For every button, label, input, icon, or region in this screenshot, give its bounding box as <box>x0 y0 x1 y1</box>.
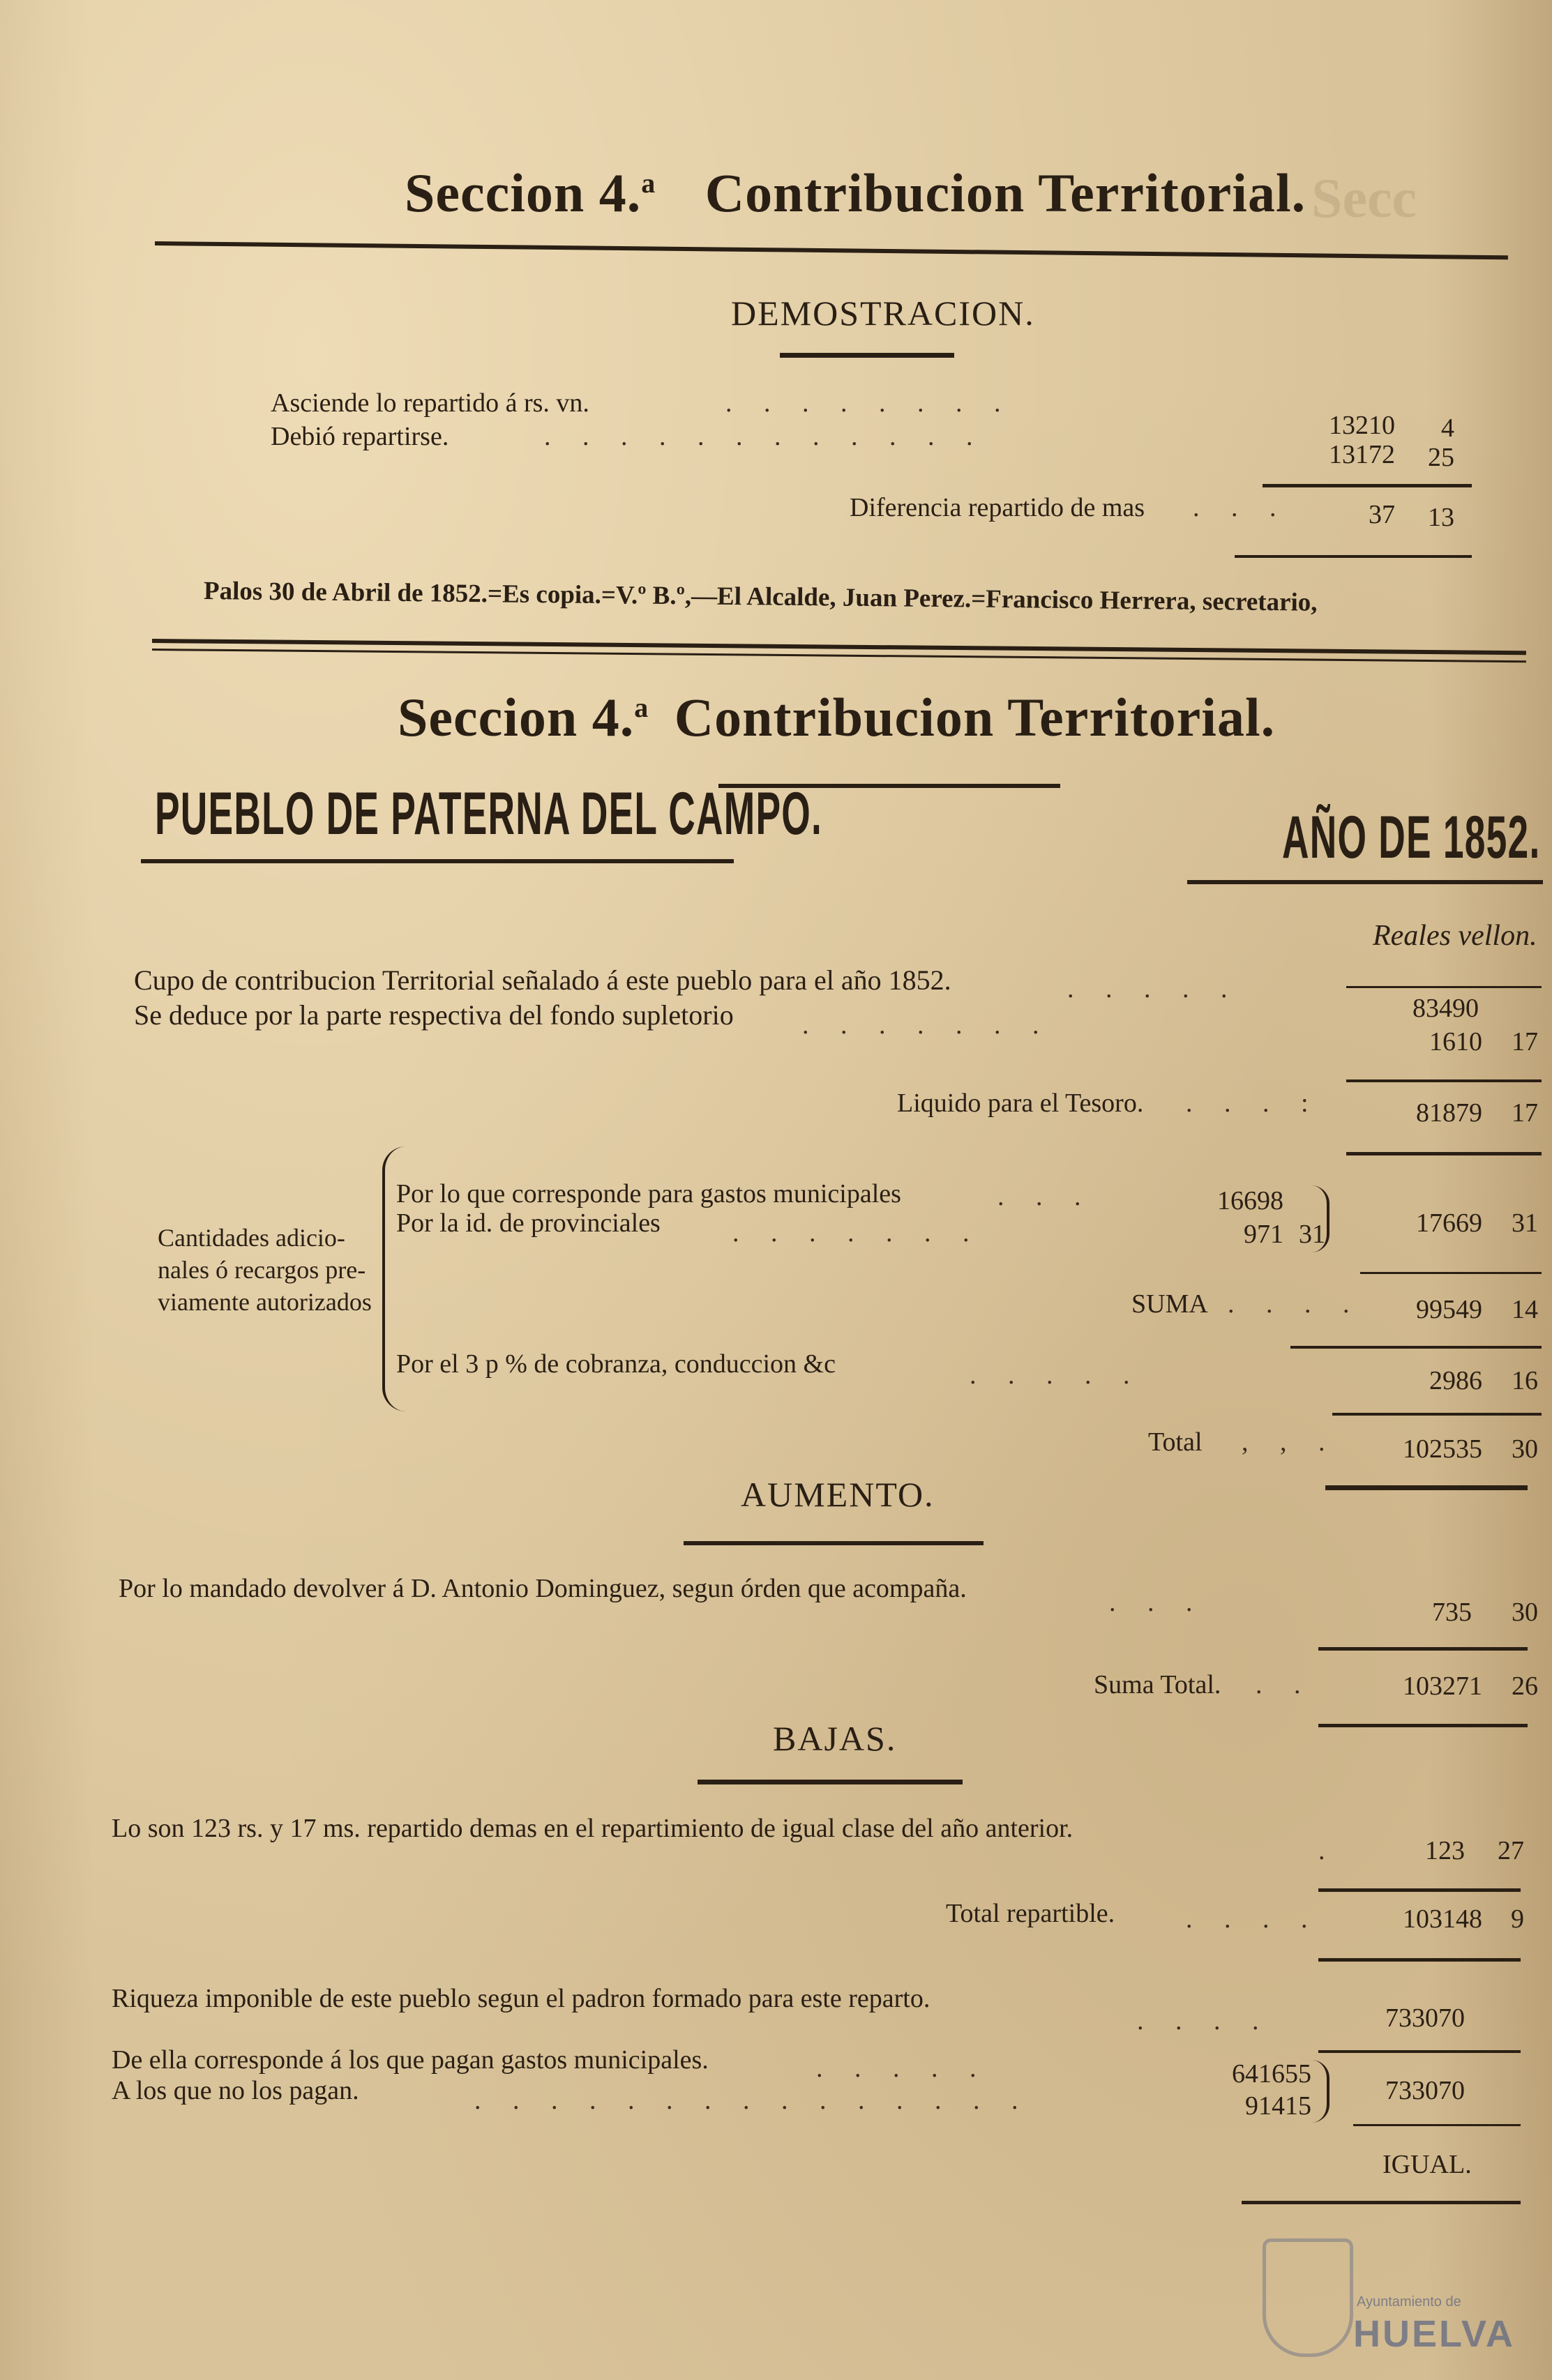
suma-total-ms: 26 <box>1512 1672 1538 1701</box>
pagan-brace <box>1311 2060 1329 2123</box>
pagan-rule <box>1353 2124 1521 2126</box>
municipales-rs: 16698 <box>1217 1186 1283 1215</box>
section1-title <box>405 162 1306 225</box>
igual-underline <box>1242 2201 1521 2204</box>
bajas-underline <box>698 1780 963 1784</box>
debio-ms: 25 <box>1428 443 1454 472</box>
repartible-ms: 9 <box>1511 1904 1524 1934</box>
currency-rule <box>1346 986 1542 988</box>
suma-underline <box>1290 1346 1542 1349</box>
no-pagan-rs: 91415 <box>1245 2091 1311 2121</box>
demostracion-underline <box>780 353 954 358</box>
section1-title-number: Seccion 4. <box>405 162 642 223</box>
dot-leader: . . . . . . . . . . . . <box>544 422 986 451</box>
cupo-label: Cupo de contribucion Territorial señalado á este pueblo para el año 1852. <box>134 964 951 996</box>
liquido-underline <box>1346 1152 1542 1155</box>
suma-total-rs: 103271 <box>1403 1672 1482 1701</box>
dot-leader: . . . . <box>1186 1904 1320 1934</box>
total-rs: 102535 <box>1403 1434 1482 1464</box>
provinciales-rs: 971 <box>1244 1220 1283 1249</box>
dot-leader: . . . : <box>1186 1089 1321 1118</box>
provinciales-brace <box>1311 1185 1329 1252</box>
suma-ms: 14 <box>1512 1295 1538 1324</box>
repartible-rs: 103148 <box>1403 1904 1482 1934</box>
section1-footer: Palos 30 de Abril de 1852.=Es copia.=V.º B.º,—El Alcalde, Juan Perez.=Francisco Herrera, secretario, <box>203 577 1318 617</box>
total-label: Total <box>1148 1427 1203 1457</box>
bajas-rule <box>1318 1888 1521 1892</box>
bajas-heading: BAJAS. <box>773 1719 897 1758</box>
bajas-ms: 27 <box>1498 1836 1524 1865</box>
aumento-rule <box>1318 1647 1528 1651</box>
pueblo-heading: PUEBLO DE PATERNA DEL CAMPO. <box>155 780 823 847</box>
liquido-rule <box>1346 1079 1542 1082</box>
riqueza-label: Riqueza imponible de este pueblo segun el padron formado para este reparto. <box>112 1984 931 2013</box>
dot-leader: . . . <box>1109 1588 1205 1617</box>
dot-leader: . . . . <box>1137 2006 1272 2036</box>
section2-title-sup: a <box>634 692 649 723</box>
dot-leader: . . . . . . . . <box>725 388 1014 418</box>
adicionales-total-rs: 17669 <box>1416 1208 1482 1238</box>
pagan-rs: 641655 <box>1232 2059 1311 2089</box>
section1-title-rule <box>155 241 1508 259</box>
suma-total-underline <box>1318 1724 1528 1727</box>
pagan-label: De ella corresponde á los que pagan gastos municipales. <box>112 2045 709 2075</box>
suma-rs: 99549 <box>1416 1295 1482 1324</box>
dot-leader: . . . <box>997 1182 1094 1211</box>
riqueza-rule <box>1318 2050 1521 2053</box>
sum-rule <box>1263 484 1472 487</box>
debio-rs: 13172 <box>1329 440 1395 469</box>
dot-leader: . . . . . . . <box>732 1218 982 1248</box>
riqueza-rs: 733070 <box>1385 2003 1465 2033</box>
section-divider <box>152 639 1526 655</box>
diferencia-rule <box>1235 555 1472 558</box>
aumento-underline <box>684 1541 984 1545</box>
liquido-label: Liquido para el Tesoro. <box>897 1089 1144 1118</box>
asciende-ms: 4 <box>1441 414 1454 443</box>
deduce-rs: 1610 <box>1429 1027 1482 1056</box>
cobranza-rs: 2986 <box>1429 1366 1482 1395</box>
aumento-heading: AUMENTO. <box>741 1475 935 1514</box>
currency-label: Reales vellon. <box>1373 920 1537 952</box>
section2-title-number: Seccion 4. <box>398 687 635 748</box>
ano-underline <box>1187 880 1543 884</box>
dot-leader: . . <box>1256 1670 1313 1699</box>
dot-leader: . . . . . <box>970 1360 1143 1390</box>
section1-title-text: Contribucion Territorial. <box>705 162 1306 223</box>
diferencia-label: Diferencia repartido de mas <box>850 493 1145 522</box>
demostracion-heading: DEMOSTRACION. <box>731 294 1035 333</box>
suma-total-label: Suma Total. <box>1094 1670 1221 1699</box>
dot-leader: . . . . <box>1228 1289 1362 1319</box>
dot-leader: . . . . . <box>816 2054 989 2083</box>
no-pagan-label: A los que no los pagan. <box>112 2076 359 2105</box>
liquido-ms: 17 <box>1512 1098 1538 1128</box>
bleed-through-text: Secc <box>1311 168 1417 229</box>
cobranza-rule <box>1332 1413 1542 1416</box>
bajas-rs: 123 <box>1425 1836 1465 1865</box>
watermark-small: Ayuntamiento de <box>1357 2294 1461 2310</box>
adicionales-label-line: nales ó recargos pre- <box>158 1256 366 1284</box>
cobranza-ms: 16 <box>1512 1366 1538 1395</box>
adicionales-total-ms: 31 <box>1512 1208 1538 1238</box>
ano-heading: AÑO DE 1852. <box>1282 804 1541 871</box>
dot-leader: . . . . . . . . . . . . . . . <box>474 2086 1031 2115</box>
total-underline <box>1325 1485 1528 1490</box>
bajas-label: Lo son 123 rs. y 17 ms. repartido demas en el repartimiento de igual clase del año anterior. <box>112 1814 1073 1843</box>
provinciales-ms: 31 <box>1299 1220 1325 1249</box>
adicionales-label <box>158 1222 372 1318</box>
repartible-label: Total repartible. <box>946 1899 1115 1928</box>
deduce-ms: 17 <box>1512 1027 1538 1056</box>
pagan-total-rs: 733070 <box>1385 2076 1465 2105</box>
huelva-crest-logo <box>1263 2238 1353 2357</box>
asciende-rs: 13210 <box>1329 411 1395 440</box>
section2-title-text: Contribucion Territorial. <box>674 687 1276 748</box>
dot-leader: . . . . . <box>1067 974 1240 1003</box>
total-ms: 30 <box>1512 1434 1538 1464</box>
cobranza-label: Por el 3 p % de cobranza, conduccion &c <box>396 1349 836 1379</box>
aumento-ms: 30 <box>1512 1598 1538 1627</box>
debio-label: Debió repartirse. <box>271 422 449 451</box>
asciende-label: Asciende lo repartido á rs. vn. <box>271 388 589 418</box>
diferencia-rs: 37 <box>1369 500 1395 529</box>
cupo-rs: 83490 <box>1412 994 1479 1023</box>
dot-leader: , , . <box>1242 1427 1338 1457</box>
provinciales-label: Por la id. de provinciales <box>396 1208 661 1238</box>
dot-leader: . <box>1318 1836 1338 1865</box>
diferencia-ms: 13 <box>1428 503 1454 532</box>
municipales-label: Por lo que corresponde para gastos municipales <box>396 1179 901 1208</box>
liquido-rs: 81879 <box>1416 1098 1482 1128</box>
watermark-big: HUELVA <box>1353 2313 1515 2355</box>
aumento-rs: 735 <box>1432 1598 1472 1627</box>
repartible-underline <box>1318 1958 1521 1962</box>
aumento-label: Por lo mandado devolver á D. Antonio Dominguez, segun órden que acompaña. <box>119 1574 967 1603</box>
section1-title-sup: a <box>641 167 656 199</box>
dot-leader: . . . <box>1193 493 1289 522</box>
suma-label: SUMA <box>1131 1289 1208 1319</box>
pueblo-underline <box>141 859 734 863</box>
section2-title <box>398 686 1275 749</box>
deduce-label: Se deduce por la parte respectiva del fondo supletorio <box>134 999 734 1031</box>
igual-label: IGUAL. <box>1383 2150 1472 2179</box>
adicionales-label-line: Cantidades adicio- <box>158 1224 345 1252</box>
suma-rule <box>1360 1272 1542 1274</box>
dot-leader: . . . . . . . <box>802 1010 1052 1040</box>
adicionales-label-line: viamente autorizados <box>158 1288 372 1316</box>
